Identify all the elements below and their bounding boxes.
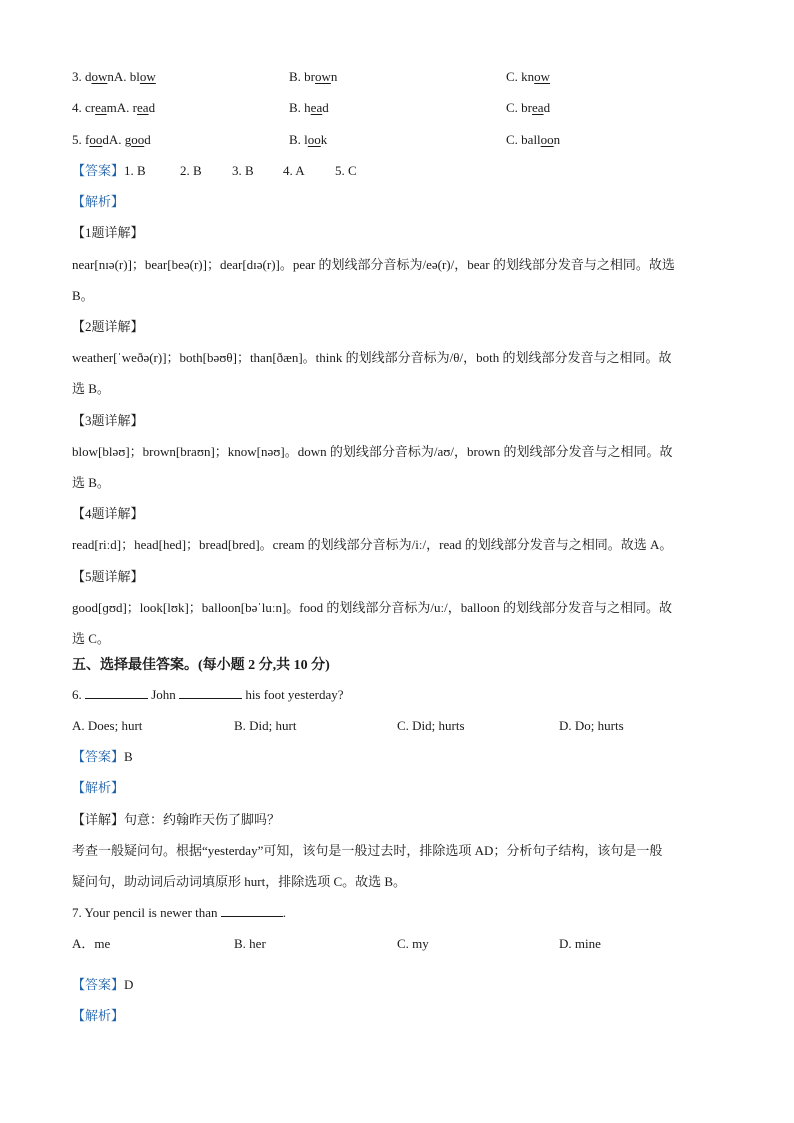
q6-blank-1 <box>85 686 148 699</box>
q5-stem: 5. foodA. good <box>72 132 151 147</box>
q6-detail: 【详解】句意：约翰昨天伤了脚吗？ <box>72 812 281 827</box>
answer-5: 5. C <box>335 163 357 178</box>
q4-stem: 4. creamA. read <box>72 100 156 115</box>
q7-option-a: A．me <box>72 936 111 951</box>
detail-4-title: 【4题详解】 <box>72 506 144 521</box>
q6-option-b: B. Did; hurt <box>234 718 297 733</box>
q6-option-d: D. Do; hurts <box>559 718 624 733</box>
q7-analysis-label: 【解析】 <box>72 1008 125 1023</box>
q6-analysis-label: 【解析】 <box>72 780 125 795</box>
answers-1-5: 【答案】1. B <box>72 163 146 178</box>
q6-stem: 6. John his foot yesterday? <box>72 687 344 702</box>
q7-answer: 【答案】D <box>72 977 134 992</box>
q6-explanation-1: 考查一般疑问句。根据“yesterday”可知，该句是一般过去时，排除选项 AD；分析句子结构，该句是一般 <box>72 843 663 858</box>
q4-option-c: C. bread <box>506 100 551 115</box>
q7-stem: 7. Your pencil is newer than . <box>72 905 287 920</box>
q5-option-b: B. look <box>289 132 328 147</box>
q4-option-b: B. head <box>289 100 329 115</box>
q6-option-c: C. Did; hurts <box>397 718 465 733</box>
q6-explanation-2: 疑问句，助动词后动词填原形 hurt，排除选项 C。故选 B。 <box>72 874 407 889</box>
q3-option-c: C. know <box>506 69 551 84</box>
q6-answer: 【答案】B <box>72 749 133 764</box>
section-heading: 五、选择最佳答案。(每小题 2 分,共 10 分) <box>72 658 330 673</box>
detail-2-text: weather[ˈweðə(r)]；both[bəʊθ]；than[ðæn]。think 的划线部分音标为/θ/，both 的划线部分发音与之相同。故 <box>72 350 672 365</box>
q5-option-c: C. balloon <box>506 132 561 147</box>
q3-option-b: B. brown <box>289 69 338 84</box>
detail-4-text: read[riːd]；head[hed]；bread[bred]。cream 的划线部分音标为/iː/，read 的划线部分发音与之相同。故选 A。 <box>72 537 673 552</box>
detail-1-cont: B。 <box>72 288 94 303</box>
q7-blank <box>221 904 283 917</box>
detail-5-title: 【5题详解】 <box>72 569 144 584</box>
q6-blank-2 <box>179 686 242 699</box>
q7-option-d: D. mine <box>559 936 601 951</box>
detail-1-title: 【1题详解】 <box>72 225 144 240</box>
detail-3-title: 【3题详解】 <box>72 413 144 428</box>
answer-3: 3. B <box>232 163 254 178</box>
detail-5-cont: 选 C。 <box>72 631 110 646</box>
detail-3-text: blow[bləʊ]；brown[braʊn]；know[nəʊ]。down 的划线部分音标为/aʊ/，brown 的划线部分发音与之相同。故 <box>72 444 673 459</box>
detail-5-text: good[ɡʊd]；look[lʊk]；balloon[bəˈluːn]。food 的划线部分音标为/uː/，balloon 的划线部分发音与之相同。故 <box>72 600 672 615</box>
q7-option-c: C. my <box>397 936 429 951</box>
detail-1-text: near[nɪə(r)]；bear[beə(r)]；dear[dɪə(r)]。pear 的划线部分音标为/eə(r)/，bear 的划线部分发音与之相同。故选 <box>72 257 675 272</box>
q3-stem: 3. downA. blow <box>72 69 156 84</box>
detail-2-title: 【2题详解】 <box>72 319 144 334</box>
answer-4: 4. A <box>283 163 305 178</box>
answer-2: 2. B <box>180 163 202 178</box>
answer-label: 【答案】 <box>72 163 125 178</box>
q7-option-b: B. her <box>234 936 266 951</box>
detail-3-cont: 选 B。 <box>72 475 110 490</box>
analysis-label: 【解析】 <box>72 194 125 209</box>
detail-2-cont: 选 B。 <box>72 381 110 396</box>
q6-option-a: A. Does; hurt <box>72 718 143 733</box>
